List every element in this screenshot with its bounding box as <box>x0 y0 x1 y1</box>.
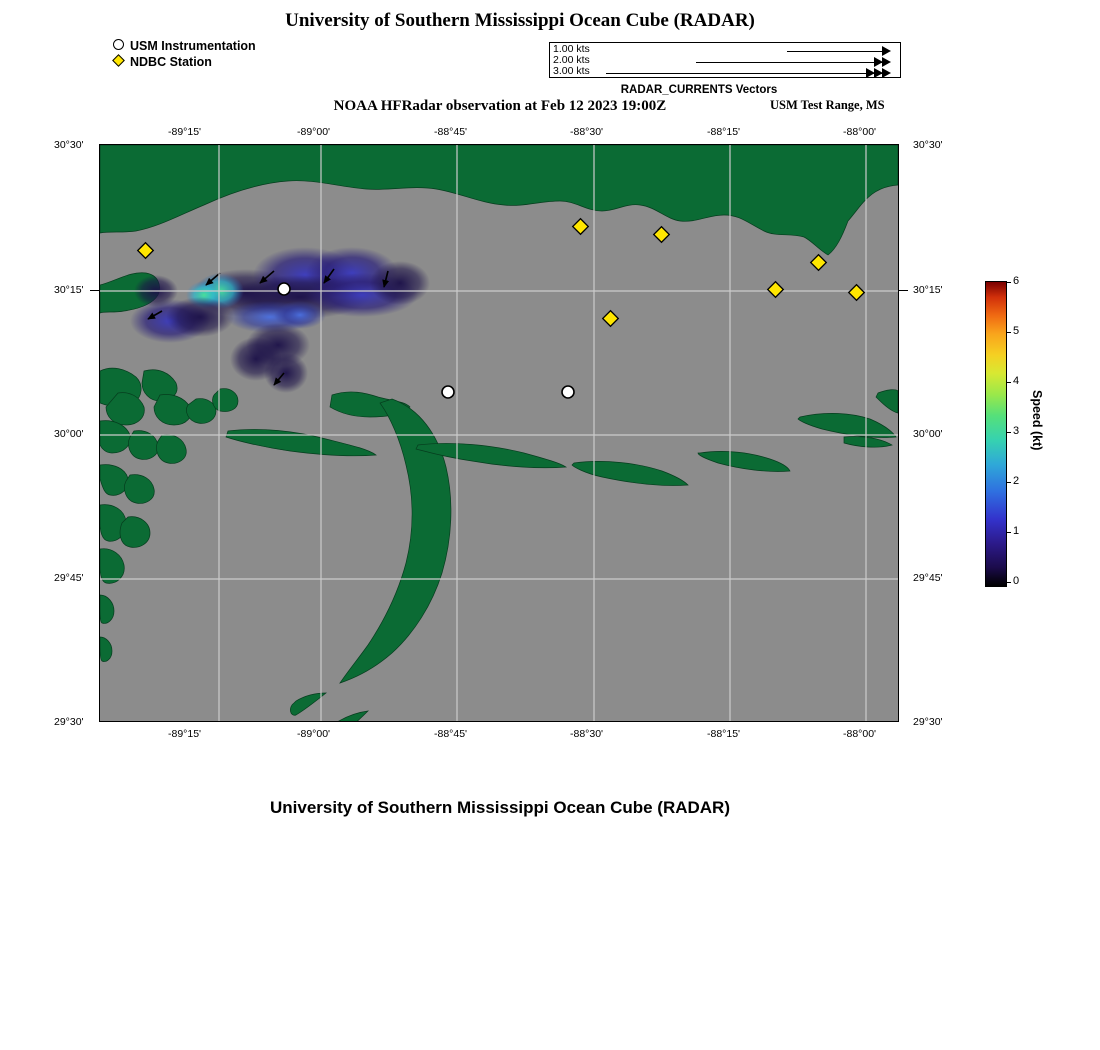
legend-item-ndbc-station <box>112 54 256 69</box>
x-tick-label-top: -88°30' <box>570 126 604 138</box>
map-canvas[interactable] <box>99 144 899 722</box>
colorbar-tick <box>1006 382 1011 383</box>
x-tick-label-bottom: -88°30' <box>570 728 604 740</box>
colorbar-tick <box>1006 432 1011 433</box>
map-subtitle: NOAA HFRadar observation at Feb 12 2023 19:00Z <box>333 98 667 114</box>
range-label: USM Test Range, MS <box>770 98 885 112</box>
colorbar-tick <box>1006 532 1011 533</box>
vector-key-row-3 <box>550 66 902 78</box>
vector-shaft <box>787 51 882 52</box>
vector-arrowhead <box>882 68 891 78</box>
y-tick-label-left: 30°30' <box>54 139 84 151</box>
y-tick-label-right: 30°15' <box>913 284 943 296</box>
y-tick-label-left: 29°30' <box>54 716 84 728</box>
vector-key-label: 1.00 kts <box>553 43 590 55</box>
y-tick-label-right: 30°30' <box>913 139 943 151</box>
y-tick-label-right: 30°00' <box>913 428 943 440</box>
colorbar-tick-label: 2 <box>1013 475 1020 487</box>
colorbar <box>985 281 1007 587</box>
colorbar-tick-label: 5 <box>1013 325 1020 337</box>
colorbar-tick <box>1006 582 1011 583</box>
x-tick-label-top: -89°00' <box>297 126 331 138</box>
colorbar-tick-label: 6 <box>1013 275 1020 287</box>
legend-label: NDBC Station <box>130 54 212 69</box>
colorbar-tick <box>1006 282 1011 283</box>
axis-tick <box>90 290 99 291</box>
colorbar-tick-label: 3 <box>1013 425 1020 437</box>
x-tick-label-top: -88°15' <box>707 126 741 138</box>
vector-shaft <box>606 73 882 74</box>
map-graphics <box>100 145 898 721</box>
y-tick-label-left: 29°45' <box>54 572 84 584</box>
x-tick-label-top: -88°00' <box>843 126 877 138</box>
colorbar-tick-label: 4 <box>1013 375 1020 387</box>
x-tick-label-bottom: -88°00' <box>843 728 877 740</box>
vector-key-label: 2.00 kts <box>553 54 590 66</box>
y-tick-label-right: 29°30' <box>913 716 943 728</box>
colorbar-tick-label: 0 <box>1013 575 1020 587</box>
y-tick-label-right: 29°45' <box>913 572 943 584</box>
y-tick-label-left: 30°00' <box>54 428 84 440</box>
vector-scale-key <box>549 42 901 78</box>
x-tick-label-bottom: -88°45' <box>434 728 468 740</box>
legend-item-usm-instrumentation <box>112 38 256 53</box>
vector-key-label: 3.00 kts <box>553 65 590 77</box>
circle-marker-icon <box>112 38 130 53</box>
legend-label: USM Instrumentation <box>130 38 256 53</box>
vector-key-caption: RADAR_CURRENTS Vectors <box>620 84 778 96</box>
footer-title: University of Southern Mississippi Ocean Cube (RADAR) <box>269 798 730 817</box>
colorbar-tick-label: 1 <box>1013 525 1020 537</box>
axis-tick <box>899 290 908 291</box>
vector-shaft <box>696 62 882 63</box>
legend <box>112 38 256 70</box>
colorbar-tick <box>1006 482 1011 483</box>
diamond-marker-icon <box>112 54 130 69</box>
x-tick-label-top: -89°15' <box>168 126 202 138</box>
x-tick-label-top: -88°45' <box>434 126 468 138</box>
y-tick-label-left: 30°15' <box>54 284 84 296</box>
x-tick-label-bottom: -89°15' <box>168 728 202 740</box>
colorbar-title: Speed (kt) <box>1030 390 1044 451</box>
page-title: University of Southern Mississippi Ocean Cube (RADAR) <box>285 10 755 31</box>
colorbar-tick <box>1006 332 1011 333</box>
x-tick-label-bottom: -88°15' <box>707 728 741 740</box>
x-tick-label-bottom: -89°00' <box>297 728 331 740</box>
